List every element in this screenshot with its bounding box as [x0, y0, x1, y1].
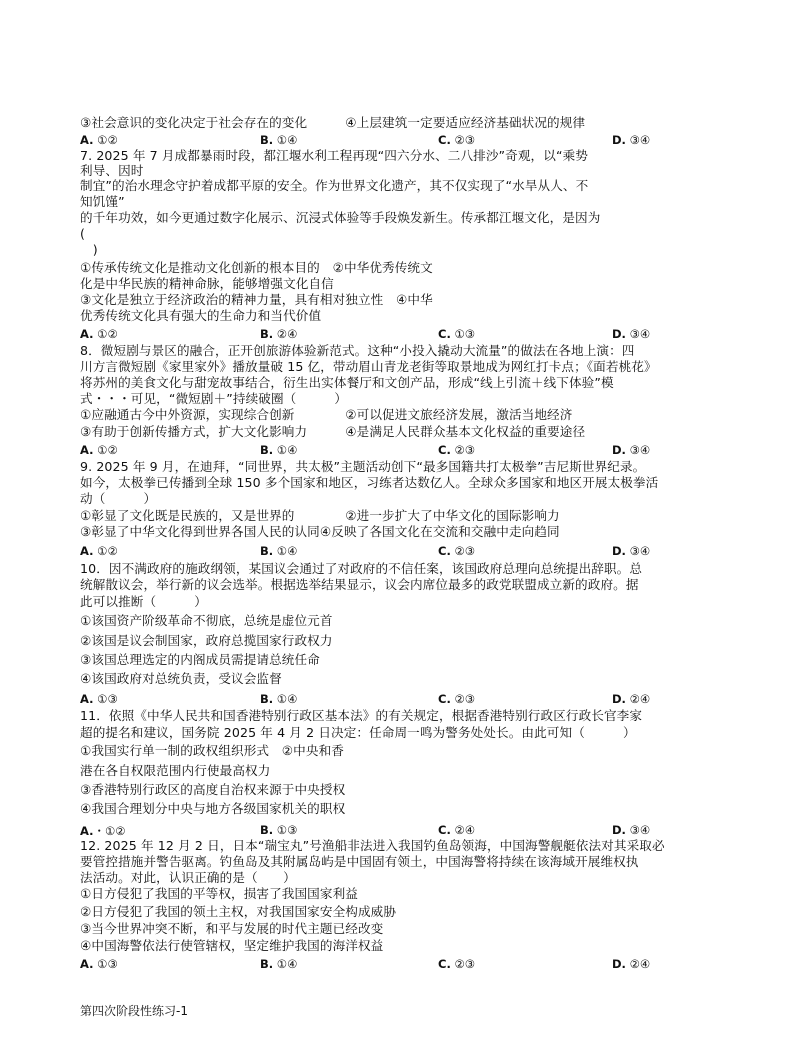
q12-stem: 12. 2025 年 12 月 2 日，日本“瑞宝丸”号渔船非法进入我国钓鱼岛领海，中国海警舰艇依法对其采取必 [80, 838, 665, 853]
option-c: C. ②③ [438, 133, 476, 147]
q11-stem: 超的提名和建议，国务院 2025 年 4 月 2 日决定：任命周一鸣为警务处处长。由此可知（ ） [80, 725, 636, 740]
q10-stem: 统解散议会，举行新的议会选举。根据选举结果显示，议会内席位最多的政党联盟成立新的政府。据 [80, 577, 639, 592]
q7-statement: ①传承传统文化是推动文化创新的根本目的 ②中华优秀传统文 [80, 260, 433, 275]
q10-statement: ③该国总理选定的内阁成员需提请总统任命 [80, 652, 320, 667]
q7-stem: 知饥馑” [80, 194, 125, 209]
q10-statement: ②该国是议会制国家，政府总揽国家行政权力 [80, 633, 333, 648]
option-d: D. ③④ [612, 443, 651, 457]
q11-statement: ③香港特别行政区的高度自治权来源于中央授权 [80, 782, 346, 797]
q7-statement: 优秀传统文化具有强大的生命力和当代价值 [80, 308, 322, 323]
q8-statement: ①应融通古今中外资源，实现综合创新 ②可以促进文旅经济发展，激活当地经济 [80, 407, 573, 422]
q6-statement-3-4: ③社会意识的变化决定于社会存在的变化 ④上层建筑一定要适应经济基础状况的规律 [80, 115, 586, 130]
q7-options [80, 327, 740, 341]
option-c: C. ②③ [438, 544, 476, 558]
option-c: C. ②③ [438, 957, 476, 971]
q8-options [80, 443, 740, 457]
q6-options [80, 133, 740, 147]
option-d: D. ②④ [612, 957, 651, 971]
q11-options [80, 823, 740, 837]
option-a: A. ①② [80, 544, 118, 558]
q12-options [80, 957, 740, 971]
q11-stem: 11．依照《中华人民共和国香港特别行政区基本法》的有关规定，根据香港特别行政区行政长官李家 [80, 708, 643, 723]
q10-options [80, 692, 740, 706]
option-a: A. ①② [80, 443, 118, 457]
option-b: B. ②④ [260, 327, 298, 341]
option-a: A. ①② [80, 327, 118, 341]
q12-statement: ②日方侵犯了我国的领土主权，对我国国家安全构成威胁 [80, 904, 397, 919]
option-b: B. ①④ [260, 133, 298, 147]
q11-statement: ①我国实行单一制的政权组织形式 ②中央和香 [80, 743, 344, 758]
q11-statement: ④我国合理划分中央与地方各级国家机关的职权 [80, 801, 346, 816]
q12-statement: ①日方侵犯了我国的平等权，损害了我国国家利益 [80, 886, 358, 901]
q7-stem: 利导、因时 [80, 163, 144, 178]
q9-statement: ③彰显了中华文化得到世界各国人民的认同④反映了各国文化在交流和交融中走向趋同 [80, 524, 560, 539]
q7-stem: 7. 2025 年 7 月成都暴雨时段，都江堰水利工程再现“四六分水、二八排沙”奇观，以“乘势 [80, 148, 588, 163]
q12-statement: ④中国海警依法行使管辖权，坚定维护我国的海洋权益 [80, 938, 384, 953]
option-b: B. ①④ [260, 443, 298, 457]
q9-stem: 9. 2025 年 9 月，在迪拜，“同世界，共太极”主题活动创下“最多国籍共打太极拳”吉尼斯世界纪录。 [80, 459, 646, 474]
q12-statement: ③当今世界冲突不断，和平与发展的时代主题已经改变 [80, 921, 384, 936]
option-d: D. ③④ [612, 327, 651, 341]
option-c: C. ②③ [438, 443, 476, 457]
option-c: C. ②④ [438, 823, 476, 837]
option-b: B. ①④ [260, 544, 298, 558]
q7-stem: 的千年功效，如今更通过数字化展示、沉浸式体验等手段焕发新生。传承都江堰文化，是因为 [80, 210, 601, 225]
q8-statement: ③有助于创新传播方式，扩大文化影响力 ④是满足人民群众基本文化权益的重要途径 [80, 424, 586, 439]
option-a: A. ①② [80, 133, 118, 147]
option-c: C. ①③ [438, 327, 476, 341]
q9-stem: 动（ ） [80, 491, 157, 506]
q8-stem: 将苏州的美食文化与甜宠故事结合，衍生出实体餐厅和文创产品，形成“线上引流＋线下体验”模 [80, 375, 614, 390]
q7-statement: 化是中华民族的精神命脉，能够增强文化自信 [80, 276, 334, 291]
q10-stem: 10．因不满政府的施政纲领，某国议会通过了对政府的不信任案，该国政府总理向总统提出辞职。总 [80, 561, 643, 576]
option-b: B. ①④ [260, 692, 298, 706]
q8-stem: 式・・・可见，“微短剧＋”持续破圈（ ） [80, 391, 348, 406]
q7-statement: ③文化是独立于经济政治的精神力量，具有相对独立性 ④中华 [80, 292, 433, 307]
q8-stem: 8．微短剧与景区的融合，正开创旅游体验新范式。这种“小投入撬动大流量”的做法在各地上演：四 [80, 343, 635, 358]
q11-statement: 港在各自权限范围内行使最高权力 [80, 763, 271, 778]
q10-statement: ④该国政府对总统负责，受议会监督 [80, 671, 282, 686]
q9-statement: ①彰显了文化既是民族的，又是世界的 ②进一步扩大了中华文化的国际影响力 [80, 508, 560, 523]
q9-stem: 如今，太极拳已传播到全球 150 多个国家和地区，习练者达数亿人。全球众多国家和地区开展太极拳活 [80, 475, 659, 490]
q12-stem: 法活动。对此，认识正确的是（ ） [80, 870, 296, 885]
option-a: A. ①③ [80, 692, 118, 706]
q7-bracket-close: ) [80, 242, 98, 257]
option-b: B. ①④ [260, 957, 298, 971]
option-a: A. ①③ [80, 957, 118, 971]
q9-options [80, 544, 740, 558]
page-footer: 第四次阶段性练习-1 [80, 1004, 188, 1018]
q7-bracket-open: ( [80, 226, 86, 241]
option-d: D. ②④ [612, 692, 651, 706]
q12-stem: 要管控措施并警告驱离。钓鱼岛及其附属岛屿是中国固有领土，中国海警将持续在该海域开展维权执 [80, 854, 639, 869]
option-d: D. ③④ [612, 133, 651, 147]
option-a: A.・①② [80, 824, 126, 838]
q7-stem: 制宜”的治水理念守护着成都平原的安全。作为世界文化遗产，其不仅实现了“水旱从人、不 [80, 178, 589, 193]
q10-stem: 此可以推断（ ） [80, 594, 207, 609]
q10-statement: ①该国资产阶级革命不彻底，总统是虚位元首 [80, 613, 333, 628]
option-c: C. ②③ [438, 692, 476, 706]
option-d: D. ③④ [612, 823, 651, 837]
option-b: B. ①③ [260, 823, 298, 837]
option-d: D. ③④ [612, 544, 651, 558]
q8-stem: 川方言微短剧《家里家外》播放量破 15 亿，带动眉山青龙老街等取景地成为网红打卡点；《面若桃花》 [80, 359, 657, 374]
